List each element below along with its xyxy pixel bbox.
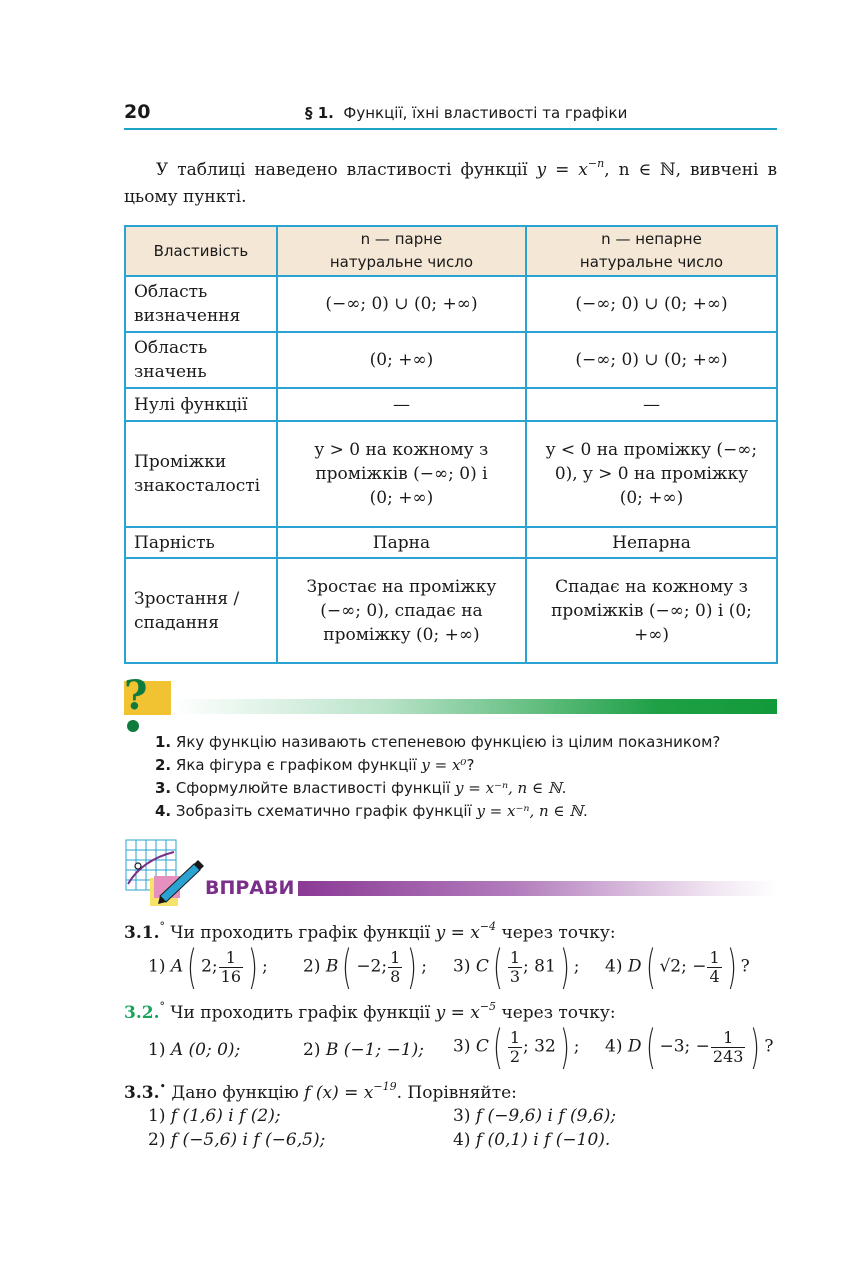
exercise-tail: через точку: — [501, 1003, 616, 1023]
option-label: 1) — [148, 956, 166, 977]
exercises-icon — [124, 838, 204, 910]
question-number: 2. — [155, 756, 172, 774]
option-coord: 2; — [201, 956, 218, 977]
option-item: 4) D( −3; − $\frac{1}{243}$ ) ? — [605, 1020, 774, 1074]
option-item — [453, 1128, 610, 1152]
option-item: 4) D( √2; − $\frac{1}{4}$ ) ? — [605, 940, 750, 994]
intro-func: y = x — [536, 160, 588, 180]
intro-exp: −n — [587, 157, 605, 170]
exercise-exp: −19 — [373, 1080, 397, 1093]
option-text: f (1,6) і f (2); — [170, 1106, 281, 1126]
option-coord: √2; − — [659, 956, 707, 977]
option-item: 3) C( $\frac{1}{3}$ ; 81) ; — [453, 940, 580, 994]
table-cell: Проміжки знакосталості — [125, 421, 277, 527]
table-cell: Непарна — [526, 527, 777, 558]
option-item — [303, 1040, 424, 1060]
option-label: 3) — [453, 1036, 471, 1057]
option-label: 2) — [303, 1040, 321, 1060]
exercise-func: y = x — [435, 923, 480, 943]
option-coord: ; 81 — [523, 956, 556, 977]
question-math: y = x⁰ — [421, 756, 467, 774]
exercise-3-1-statement — [124, 920, 616, 943]
header-rule — [124, 128, 777, 130]
table-cell: y < 0 на проміжку (−∞; 0), y > 0 на проміжку (0; +∞) — [526, 421, 777, 527]
option-label: 2) — [303, 956, 321, 977]
fraction-numerator: 1 — [390, 947, 401, 967]
fraction-numerator: 1 — [509, 947, 521, 967]
fraction-denominator: 4 — [709, 966, 720, 986]
exercise-exp: −5 — [479, 1000, 497, 1013]
exercise-number: 3.2. — [124, 1003, 160, 1023]
table-cell: Область значень — [125, 332, 277, 388]
option-coord: ; 32 — [523, 1036, 556, 1057]
option-end: ; — [421, 956, 427, 977]
option-point: D — [627, 956, 642, 977]
option-label: 4) — [453, 1130, 471, 1150]
option-point: A (0; 0); — [170, 1040, 241, 1060]
exercise-number: 3.1. — [124, 923, 160, 943]
section-title: Функції, їхні властивості та графіки — [343, 104, 628, 122]
fraction-denominator: 2 — [509, 1046, 521, 1066]
option-end: ; — [261, 956, 268, 977]
difficulty-mark: ° — [159, 1000, 165, 1013]
question-tail: . — [561, 779, 567, 797]
option-coord: −2; — [356, 956, 388, 977]
option-point: D — [627, 1036, 642, 1057]
option-text: f (−9,6) і f (9,6); — [475, 1106, 617, 1126]
table-row — [125, 388, 777, 421]
exercise-3-1-options — [148, 940, 798, 998]
option-point: A — [170, 956, 184, 977]
exercise-text: Чи проходить графік функції — [170, 923, 431, 943]
option-point: B — [325, 956, 339, 977]
table-cell: — — [526, 388, 777, 421]
exercise-func: y = x — [435, 1003, 480, 1023]
option-end: ? — [740, 956, 750, 977]
difficulty-mark: • — [159, 1080, 166, 1093]
fraction-numerator: 1 — [509, 1027, 521, 1047]
table-header-cell: n — парне натуральне число — [277, 226, 526, 276]
question-math: y = x⁻ⁿ, n ∈ ℕ — [454, 779, 562, 797]
question-text: Яку функцію називають степеневою функцією із цілим показником? — [175, 733, 721, 751]
table-cell: (0; +∞) — [277, 332, 526, 388]
table-cell: y > 0 на кожному з проміжків (−∞; 0) і (0; +∞) — [277, 421, 526, 527]
table-row — [125, 527, 777, 558]
option-end: ; — [573, 1036, 580, 1057]
table-row — [125, 332, 777, 388]
option-item — [148, 1128, 325, 1152]
option-label: 1) — [148, 1106, 166, 1126]
exercise-exp: −4 — [479, 920, 497, 933]
table-header-cell: n — непарне натуральне число — [526, 226, 777, 276]
fraction-numerator: 1 — [711, 1029, 746, 1048]
table-cell: Область визначення — [125, 276, 277, 332]
question-number: 1. — [155, 733, 172, 751]
option-end: ? — [764, 1036, 774, 1057]
option-text: f (0,1) і f (−10). — [475, 1130, 611, 1150]
option-text: f (−5,6) і f (−6,5); — [170, 1130, 326, 1150]
table-row — [125, 276, 777, 332]
option-label: 2) — [148, 1130, 166, 1150]
intro-text: У таблиці наведено властивості функції — [156, 160, 537, 180]
intro-paragraph — [124, 150, 777, 211]
exercise-tail: через точку: — [501, 923, 616, 943]
option-point: C — [475, 956, 489, 977]
option-label: 3) — [453, 1106, 471, 1126]
exercise-3-3-options — [148, 1104, 798, 1152]
question-dot-icon — [127, 720, 139, 732]
exercise-number: 3.3. — [124, 1083, 160, 1103]
questions-gradient-bar — [172, 699, 777, 714]
option-end: ; — [573, 956, 580, 977]
list-item — [155, 731, 720, 754]
intro-after: вивчені в цьому пункті. — [124, 160, 778, 207]
table-cell: Нулі функції — [125, 388, 277, 421]
fraction-numerator: 1 — [709, 947, 720, 967]
question-text: Зобразіть схематично графік функції — [175, 802, 477, 820]
fraction-denominator: 16 — [220, 966, 241, 986]
question-tail: ? — [466, 756, 475, 774]
fraction-denominator: 8 — [390, 966, 401, 986]
exercises-title: ВПРАВИ — [205, 877, 295, 899]
table-row — [125, 558, 777, 663]
option-item: 2) B( −2; $\frac{1}{8}$ ) ; — [303, 940, 427, 994]
option-label: 4) — [605, 1036, 623, 1057]
table-cell: — — [277, 388, 526, 421]
table-cell: Спадає на кожному з проміжків (−∞; 0) і (0; +∞) — [526, 558, 777, 663]
option-item — [148, 1040, 240, 1060]
page-number: 20 — [124, 101, 151, 123]
table-cell: (−∞; 0) ∪ (0; +∞) — [277, 276, 526, 332]
exercises-gradient-bar — [298, 881, 777, 896]
option-label: 3) — [453, 956, 471, 977]
list-item — [155, 754, 720, 777]
fraction-denominator: 3 — [509, 966, 521, 986]
exercise-tail: . Порівняйте: — [396, 1083, 517, 1103]
exercise-text: Дано функцію — [171, 1083, 299, 1103]
option-item: 3) C( $\frac{1}{2}$ ; 32) ; — [453, 1020, 580, 1074]
fraction-denominator: 243 — [712, 1046, 744, 1066]
table-header-cell: Властивість — [125, 226, 277, 276]
option-item — [453, 1104, 616, 1128]
properties-table — [124, 225, 778, 664]
table-cell: Парність — [125, 527, 277, 558]
option-point: C — [475, 1036, 489, 1057]
table-row — [125, 421, 777, 527]
exercise-3-2-options — [148, 1020, 798, 1078]
option-item: 1) A( 2; $\frac{1}{16}$ ) ; — [148, 940, 268, 994]
exercise-3-3-statement — [124, 1080, 517, 1103]
table-cell: (−∞; 0) ∪ (0; +∞) — [526, 276, 777, 332]
question-text: Яка фігура є графіком функції — [175, 756, 422, 774]
option-point: B (−1; −1); — [325, 1040, 424, 1060]
question-mark-icon: ? — [124, 672, 148, 719]
table-cell: Зростання / спадання — [125, 558, 277, 663]
question-tail: . — [583, 802, 588, 820]
running-head — [305, 104, 627, 122]
option-label: 1) — [148, 1040, 166, 1060]
list-item — [155, 800, 720, 823]
table-cell: (−∞; 0) ∪ (0; +∞) — [526, 332, 777, 388]
option-coord: −3; − — [659, 1036, 710, 1057]
exercise-text: Чи проходить графік функції — [170, 1003, 431, 1023]
table-cell: Парна — [277, 527, 526, 558]
question-text: Сформулюйте властивості функції — [175, 779, 455, 797]
questions-list — [155, 731, 720, 823]
question-number: 3. — [155, 779, 172, 797]
option-item — [148, 1104, 281, 1128]
list-item — [155, 777, 720, 800]
fraction-numerator: 1 — [219, 949, 243, 968]
table-header-row — [125, 226, 777, 276]
option-label: 4) — [605, 956, 623, 977]
exercise-func: f (x) = x — [304, 1083, 374, 1103]
intro-cond: , n ∈ ℕ, — [604, 160, 681, 180]
section-label: § 1. — [305, 104, 334, 122]
question-number: 4. — [155, 802, 172, 820]
difficulty-mark: ° — [159, 920, 165, 933]
table-cell: Зростає на проміжку (−∞; 0), спадає на проміжку (0; +∞) — [277, 558, 526, 663]
exercise-3-2-statement — [124, 1000, 616, 1023]
question-math: y = x⁻ⁿ, n ∈ ℕ — [476, 802, 584, 820]
